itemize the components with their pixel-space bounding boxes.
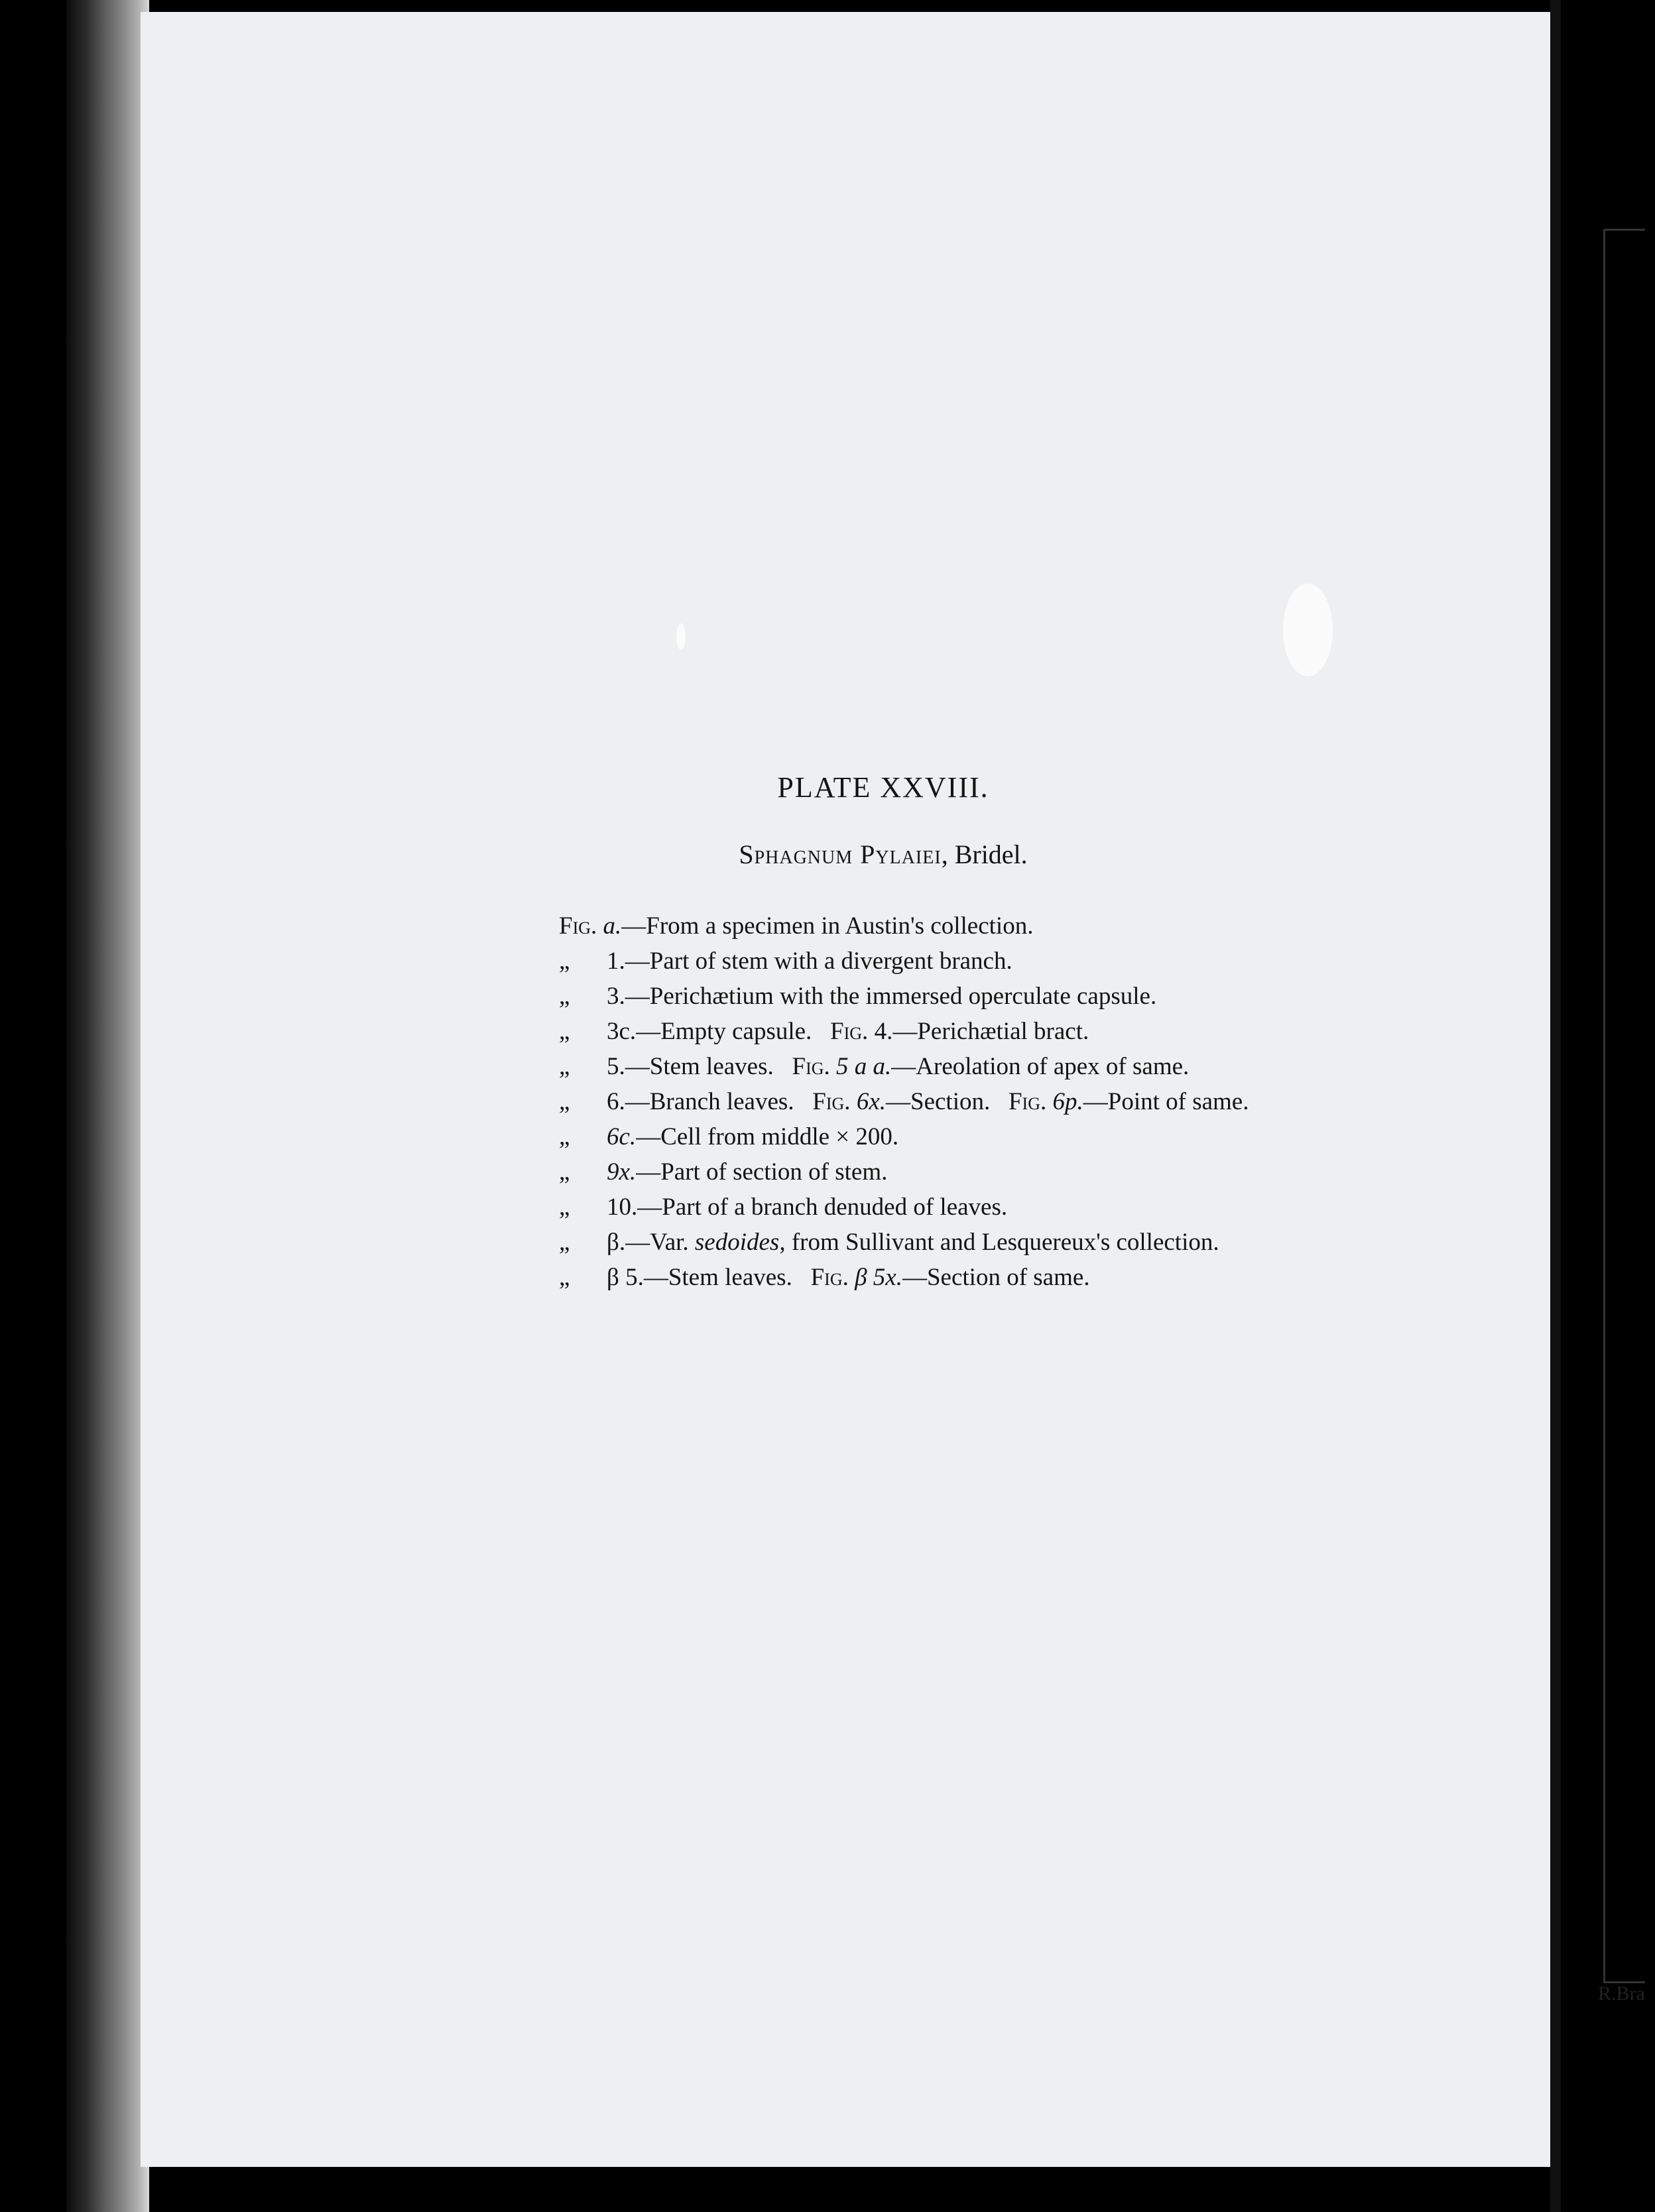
fig-ref: 6c. (607, 1123, 637, 1150)
adjacent-plate-credit: R.Bra (1598, 1983, 1645, 2004)
fig-text: —Stem leaves. (643, 1264, 792, 1291)
adjacent-plate-frame (1603, 229, 1645, 1983)
figure-row (559, 1260, 1249, 1295)
fig-text: —Perichætial bract. (892, 1018, 1089, 1045)
ditto-mark: „ (559, 1229, 570, 1256)
fig-ref: 9x. (607, 1158, 637, 1186)
plate-title: PLATE XXVIII. (777, 771, 989, 804)
fig-text: —Point of same. (1083, 1088, 1249, 1115)
fig-label: Fig. (812, 1088, 851, 1115)
figure-row (559, 1225, 1249, 1260)
ditto-mark: „ (559, 1264, 570, 1291)
ditto-mark: „ (559, 1194, 570, 1221)
fig-label: Fig. (792, 1053, 830, 1080)
fig-ref: 1. (607, 948, 625, 975)
fig-ref: β 5x. (855, 1264, 902, 1291)
fig-text: —Part of a branch denuded of leaves. (637, 1194, 1008, 1221)
ditto-mark: „ (559, 1158, 570, 1186)
fig-text: —Cell from middle × 200. (636, 1123, 899, 1150)
figure-row (559, 1084, 1249, 1119)
species-name: Sphagnum Pylaiei (739, 839, 942, 869)
fig-ref: 6p. (1052, 1088, 1083, 1115)
plate-subtitle: Sphagnum Pylaiei, Bridel. (739, 839, 1028, 869)
figure-row (559, 1154, 1249, 1190)
fig-text: —Part of section of stem. (636, 1158, 888, 1186)
fig-text: —Section. (886, 1088, 991, 1115)
fig-text: —Empty capsule. (636, 1018, 812, 1045)
fig-ref: 3c. (607, 1018, 637, 1045)
fig-text: —Var. (625, 1229, 689, 1256)
figure-row (559, 979, 1249, 1014)
fig-label: Fig. (830, 1018, 869, 1045)
fig-ref: 6. (607, 1088, 625, 1115)
fig-ref: 5 a a. (836, 1053, 892, 1080)
figure-list (559, 908, 1249, 1295)
fig-label: Fig. (1008, 1088, 1047, 1115)
figure-row (559, 1049, 1249, 1084)
figure-row (559, 1190, 1249, 1225)
paper-stain (676, 623, 686, 650)
ditto-mark: „ (559, 948, 570, 975)
fig-prefix: Fig. (559, 912, 597, 940)
book-spine-edge (66, 0, 149, 2212)
fig-text: —Part of stem with a divergent branch. (625, 948, 1012, 975)
fig-text: —Branch leaves. (625, 1088, 794, 1115)
fig-ref: 6x. (856, 1088, 886, 1115)
species-author: Bridel. (954, 839, 1028, 869)
fig-ref: β 5. (607, 1264, 644, 1291)
fig-ref: β. (607, 1229, 626, 1256)
figure-row (559, 908, 1249, 944)
ditto-mark: „ (559, 983, 570, 1010)
ditto-mark: „ (559, 1053, 570, 1080)
fig-ref: a. (603, 912, 622, 940)
fig-ref: 10. (607, 1194, 638, 1221)
figure-row (559, 1014, 1249, 1049)
fig-ref: 5. (607, 1053, 625, 1080)
paper-stain (1283, 584, 1333, 676)
fig-ref: 4. (874, 1018, 893, 1045)
ditto-mark: „ (559, 1088, 570, 1115)
page-gutter (1550, 0, 1561, 2212)
fig-italic: sedoides, (694, 1229, 786, 1256)
fig-text: —Section of same. (902, 1264, 1090, 1291)
fig-text: —Areolation of apex of same. (891, 1053, 1190, 1080)
fig-text: —Perichætium with the immersed operculate capsule. (625, 983, 1157, 1010)
figure-row (559, 944, 1249, 979)
ditto-mark: „ (559, 1123, 570, 1150)
ditto-mark: „ (559, 1018, 570, 1045)
fig-text: from Sullivant and Lesquereux's collection. (785, 1229, 1219, 1256)
figure-row (559, 1119, 1249, 1154)
fig-ref: 3. (607, 983, 625, 1010)
fig-text: —From a specimen in Austin's collection. (621, 912, 1034, 940)
fig-text: —Stem leaves. (625, 1053, 774, 1080)
fig-label: Fig. (810, 1264, 849, 1291)
